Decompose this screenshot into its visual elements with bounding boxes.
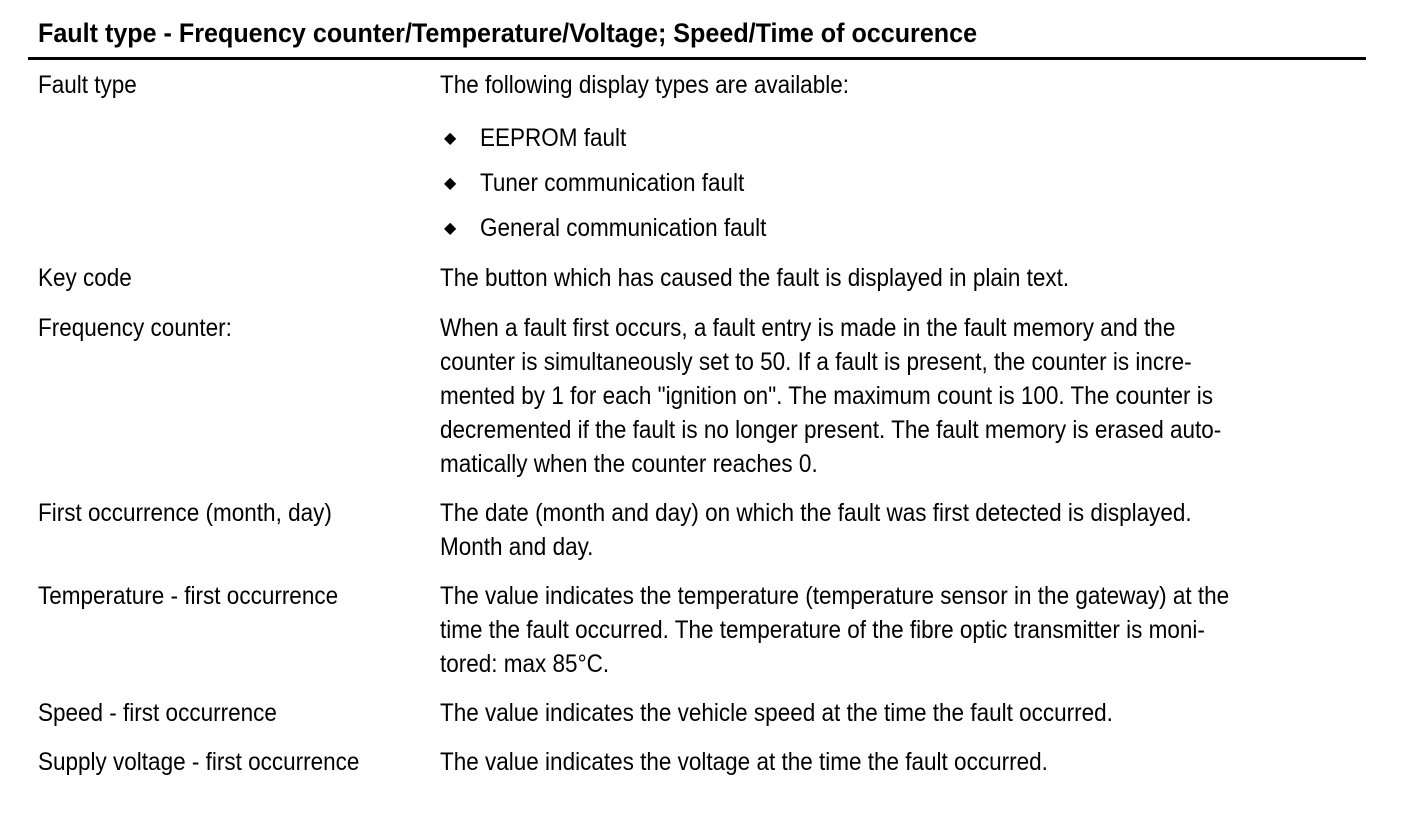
row-description-line: decremented if the fault is no longer present. The fault memory is erased auto-	[440, 416, 1222, 444]
list-item: EEPROM fault	[480, 124, 627, 152]
diamond-bullet-icon: ◆	[444, 128, 457, 147]
row-description-line: counter is simultaneously set to 50. If a fault is present, the counter is incre-	[440, 348, 1192, 376]
row-description-line: The value indicates the vehicle speed at the time the fault occurred.	[440, 699, 1113, 727]
row-description-line: When a fault first occurs, a fault entry is made in the fault memory and the	[440, 314, 1176, 342]
row-description-line: tored: max 85°C.	[440, 650, 610, 678]
row-term: Speed - first occurrence	[38, 699, 277, 727]
list-item: Tuner communication fault	[480, 169, 745, 197]
row-description-line: The button which has caused the fault is displayed in plain text.	[440, 264, 1070, 292]
section-heading	[28, 14, 1366, 60]
row-term: Frequency counter:	[38, 314, 232, 342]
row-term: Supply voltage - first occurrence	[38, 748, 360, 776]
list-item: General communication fault	[480, 214, 767, 242]
row-term: Temperature - first occurrence	[38, 582, 339, 610]
row-description-line: time the fault occurred. The temperature of the fibre optic transmitter is moni-	[440, 616, 1205, 644]
row-description-line: mented by 1 for each "ignition on". The maximum count is 100. The counter is	[440, 382, 1214, 410]
diamond-bullet-icon: ◆	[444, 218, 457, 237]
row-description-line: matically when the counter reaches 0.	[440, 450, 818, 478]
row-term: First occurrence (month, day)	[38, 499, 332, 527]
row-term: Key code	[38, 264, 132, 292]
row-description-line: The value indicates the voltage at the time the fault occurred.	[440, 748, 1048, 776]
heading-title: Fault type - Frequency counter/Temperature/Voltage; Speed/Time of occurence	[38, 18, 978, 48]
row-description-line: The value indicates the temperature (temperature sensor in the gateway) at the	[440, 582, 1230, 610]
diamond-bullet-icon: ◆	[444, 173, 457, 192]
row-description-line: Month and day.	[440, 533, 594, 561]
row-description-line: The date (month and day) on which the fault was first detected is displayed.	[440, 499, 1192, 527]
row-term: Fault type	[38, 71, 137, 99]
row-description-line: The following display types are available:	[440, 71, 849, 99]
